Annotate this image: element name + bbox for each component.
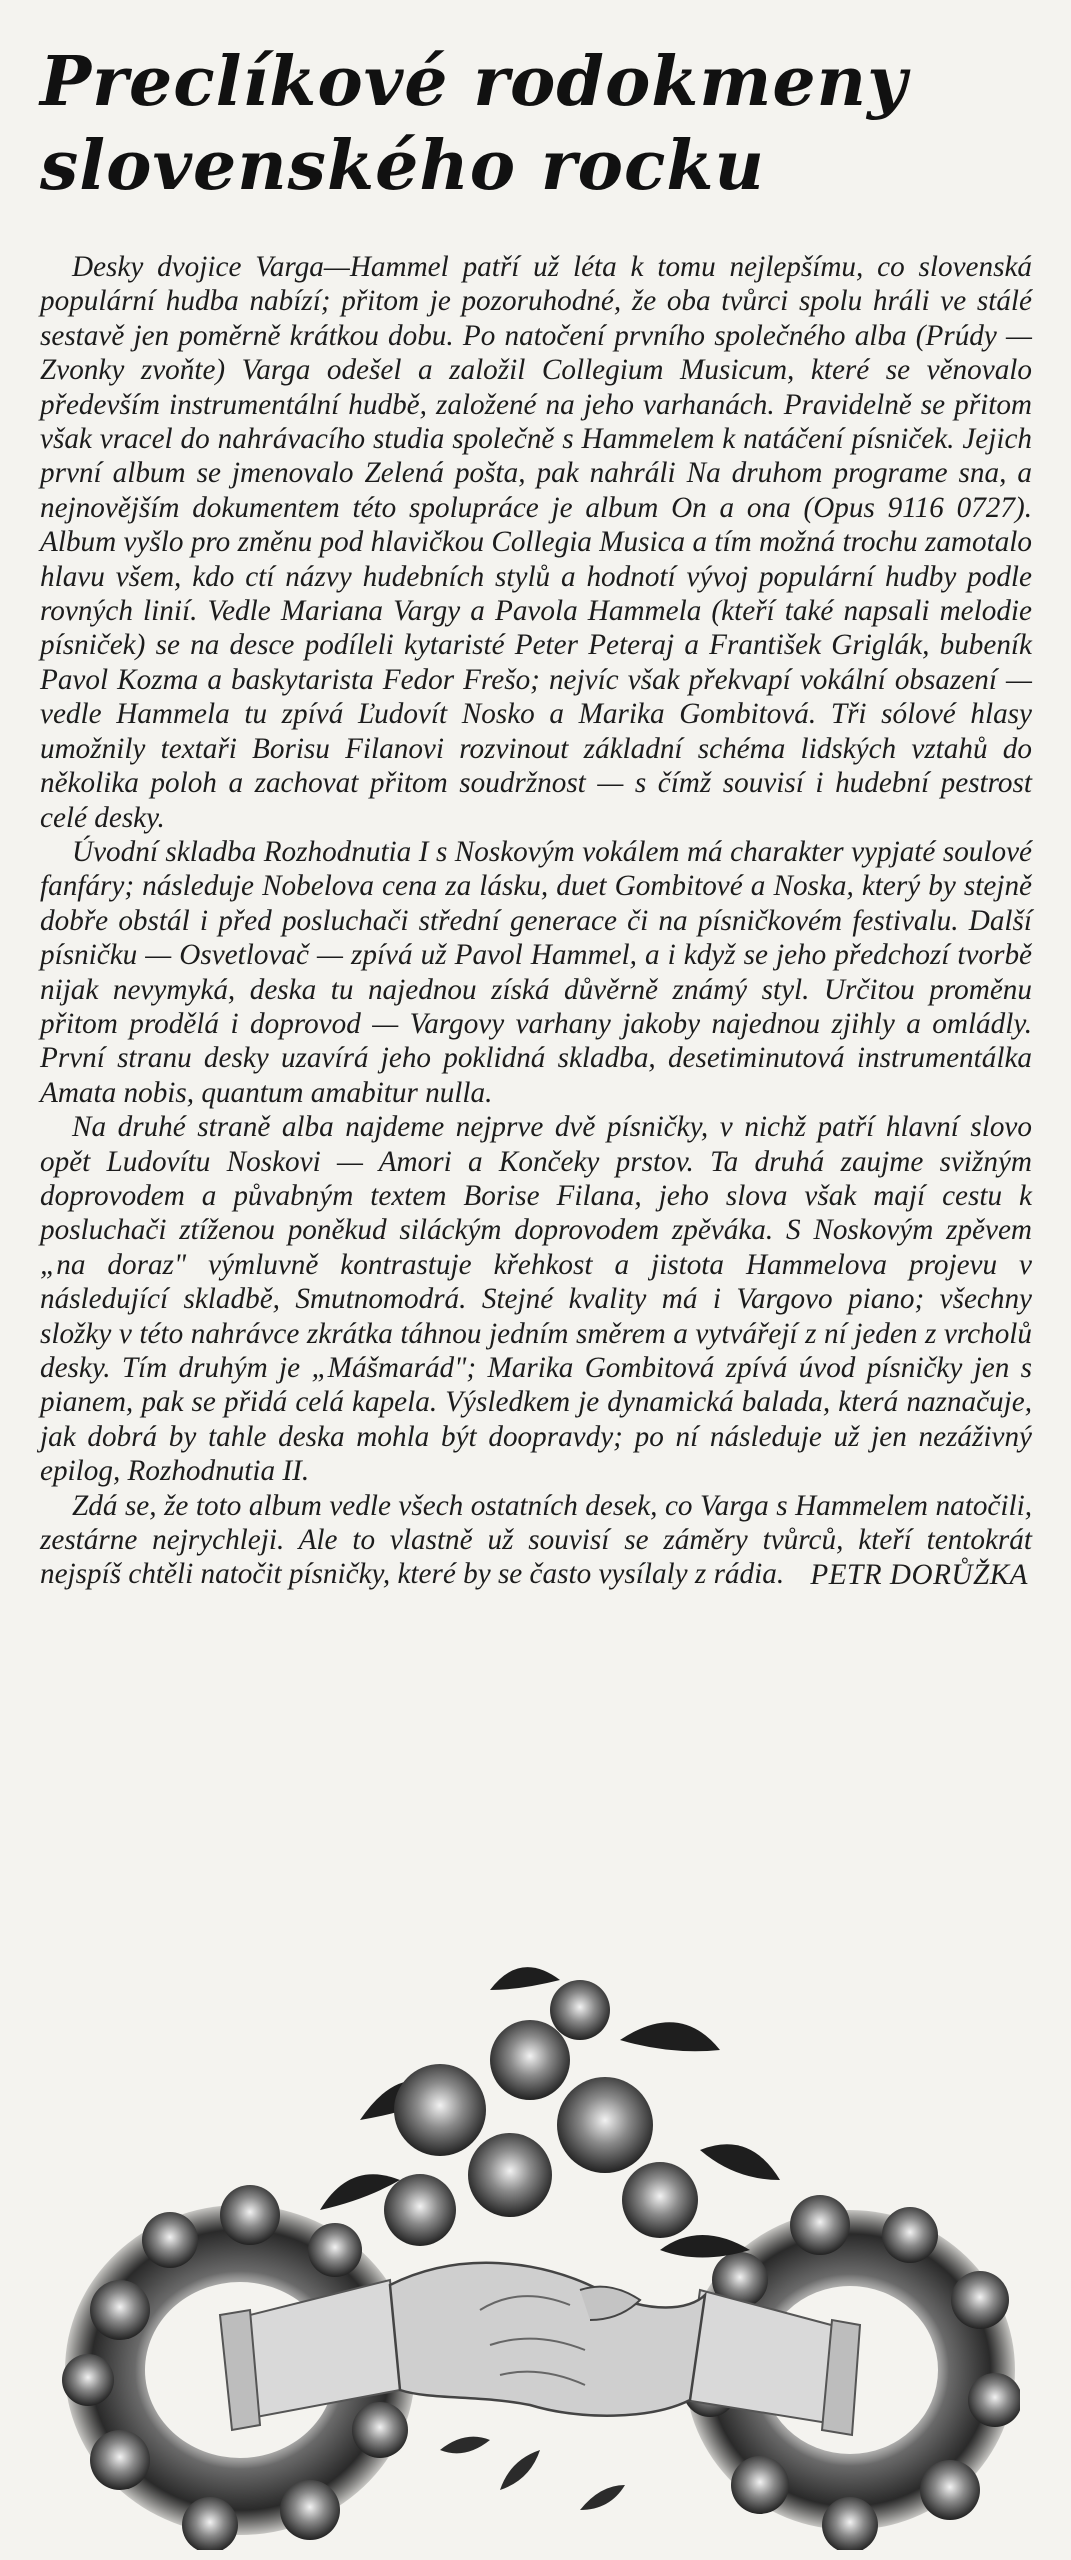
paragraph-2: Úvodní skladba Rozhodnutia I s Noskovým vokálem má charakter vypjaté soulové fanfáry; následuje Nobelova cena za lásku, duet Gombitové a Noska, který by stejně dobře obstál i před posluchači střední generace či na písničkovém festivalu. Další písničku — Osvetlovač — zpívá už Pavol Hammel, a i když se jeho předchozí tvorbě nijak nevymyká, deska tu najednou získá důvěrně známý styl. Určitou proměnu přitom prodělá i doprovod — Vargovy varhany jakoby najednou zjihly a omládly. První stranu desky uzavírá jeho poklidná skladba, desetiminutová instrumentálka Amata nobis, quantum amabitur nulla. [40, 835, 1032, 1109]
paragraph-1: Desky dvojice Varga—Hammel patří už léta k tomu nejlepšímu, co slovenská populární hudba nabízí; přitom je pozoruhodné, že oba tvůrci spolu hráli ve stálé sestavě jen poměrně krátkou dobu. Po natočení prvního společného alba (Prúdy — Zvonky zvoňte) Varga odešel a založil Collegium Musicum, které se věnovalo především instrumentální hudbě, založené na jeho varhanách. Pravidelně se přitom však vracel do nahrávacího studia společně s Hammelem k natáčení písniček. Jejich první album se jmenovalo Zelená pošta, pak nahráli Na druhom programe sna, a nejnovějším dokumentem této spolupráce je album On a ona (Opus 9116 0727). Album vyšlo pro změnu pod hlavičkou Collegia Musica a tím možná trochu zamotalo hlavu všem, kdo ctí názvy hudebních stylů a hodnotí vývoj populární hudby podle rovných linií. Vedle Mariana Vargy a Pavola Hammela (kteří také napsali melodie písniček) se na desce podíleli kytaristé Peter Peteraj a František Griglák, bubeník Pavol Kozma a baskytarista Fedor Frešo; nejvíc však překvapí vokální obsazení — vedle Hammela tu zpívá Ľudovít Nosko a Marika Gombitová. Tři sólové hlasy umožnily textaři Borisu Filanovi rozvinout základní schéma lidských vztahů do několika poloh a zachovat přitom soudržnost — s čímž souvisí i hudební pestrost celé desky. [40, 251, 1032, 834]
title-line-1: Preclíkové rodokmeny [40, 42, 908, 122]
paragraph-4: Zdá se, že toto album vedle všech ostatních desek, co Varga s Hammelem natočili, zestárne nejrychleji. Ale to vlastně už souvisí se záměry tvůrců, kteří tentokrát nejspíš chtěli natočit písničky, které by se často vysílaly z rádia. [40, 1489, 1032, 1591]
article-body [40, 250, 1032, 1592]
author-byline: PETR DORŮŽKA [810, 1558, 1028, 1591]
title-line-2: slovenského rocku [40, 126, 765, 206]
handshake-flowers-illustration [60, 1950, 1020, 2550]
article-title [40, 40, 1040, 208]
paragraph-3: Na druhé straně alba najdeme nejprve dvě písničky, v nichž patří hlavní slovo opět Ludovítu Noskovi — Amori a Končeky prstov. Ta druhá zaujme svižným doprovodem a půvabným textem Borise Filana, jeho slova však mají cestu k posluchači ztíženou poněkud siláckým doprovodem zpěváka. S Noskovým zpěvem „na doraz" výmluvně kontrastuje křehkost a jistota Hammelova projevu v následující skladbě, Smutnomodrá. Stejné kvality má i Vargovo piano; všechny složky v této nahrávce zkrátka táhnou jedním směrem a vytvářejí z ní jeden z vrcholů desky. Tím druhým je „Mášmarád"; Marika Gombitová zpívá úvod písničky jen s pianem, pak se přidá celá kapela. Výsledkem je dynamická balada, která naznačuje, jak dobrá by tahle deska mohla být doopravdy; po ní následuje už jen nezáživný epilog, Rozhodnutia II. [40, 1111, 1032, 1488]
